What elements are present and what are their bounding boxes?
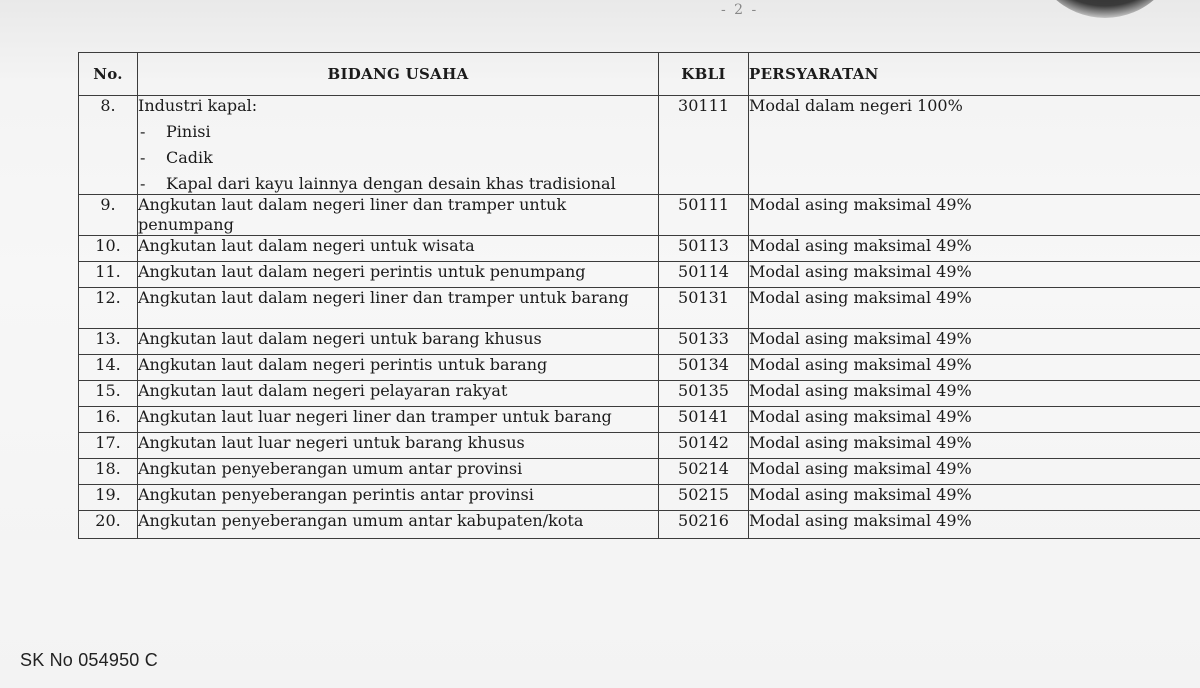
row-kbli: 50135 bbox=[659, 381, 749, 407]
row-bidang-usaha bbox=[138, 96, 659, 195]
sub-item-text: Kapal dari kayu lainnya dengan desain khas tradisional bbox=[166, 174, 616, 193]
row-bidang-usaha: Angkutan laut dalam negeri pelayaran rakyat bbox=[138, 381, 659, 407]
row-persyaratan: Modal asing maksimal 49% bbox=[749, 355, 1200, 381]
sub-item-text: Pinisi bbox=[166, 122, 211, 141]
row-bidang-usaha: Angkutan laut luar negeri untuk barang khusus bbox=[138, 433, 659, 459]
header-kbli: KBLI bbox=[659, 53, 749, 96]
row-kbli: 50133 bbox=[659, 329, 749, 355]
row-number: 20. bbox=[79, 511, 138, 539]
header-bidang-usaha: BIDANG USAHA bbox=[138, 53, 659, 96]
row-kbli: 50131 bbox=[659, 288, 749, 329]
row-number: 11. bbox=[79, 262, 138, 288]
row-number: 14. bbox=[79, 355, 138, 381]
row-kbli: 50215 bbox=[659, 485, 749, 511]
sub-item bbox=[138, 174, 658, 194]
row-persyaratan: Modal asing maksimal 49% bbox=[749, 288, 1200, 329]
row-number: 15. bbox=[79, 381, 138, 407]
row-persyaratan: Modal asing maksimal 49% bbox=[749, 262, 1200, 288]
row-persyaratan: Modal dalam negeri 100% bbox=[749, 96, 1200, 195]
row-bidang-usaha: Angkutan laut dalam negeri perintis untuk penumpang bbox=[138, 262, 659, 288]
row-bidang-usaha: Angkutan penyeberangan umum antar kabupaten/kota bbox=[138, 511, 659, 539]
row-kbli: 50114 bbox=[659, 262, 749, 288]
row-kbli: 50134 bbox=[659, 355, 749, 381]
row-kbli: 50142 bbox=[659, 433, 749, 459]
table-row bbox=[79, 96, 1200, 195]
row-persyaratan: Modal asing maksimal 49% bbox=[749, 511, 1200, 539]
row-number: 9. bbox=[79, 195, 138, 236]
sub-item bbox=[138, 148, 658, 168]
row-bidang-usaha: Angkutan penyeberangan perintis antar provinsi bbox=[138, 485, 659, 511]
kbli-table bbox=[78, 52, 1200, 539]
page-number: - 2 - bbox=[721, 2, 759, 18]
sub-item bbox=[138, 122, 658, 142]
row-number: 8. bbox=[79, 96, 138, 195]
table-header-row bbox=[79, 53, 1200, 96]
header-no: No. bbox=[79, 53, 138, 96]
bullet-dash: - bbox=[140, 122, 146, 141]
row-number: 19. bbox=[79, 485, 138, 511]
table-row bbox=[79, 329, 1200, 355]
row-kbli: 50111 bbox=[659, 195, 749, 236]
table-row bbox=[79, 236, 1200, 262]
row-persyaratan: Modal asing maksimal 49% bbox=[749, 195, 1200, 236]
row-kbli: 50216 bbox=[659, 511, 749, 539]
row-persyaratan: Modal asing maksimal 49% bbox=[749, 236, 1200, 262]
row-title: Industri kapal: bbox=[138, 96, 258, 115]
table-row bbox=[79, 433, 1200, 459]
row-persyaratan: Modal asing maksimal 49% bbox=[749, 459, 1200, 485]
row-kbli: 30111 bbox=[659, 96, 749, 195]
sub-item-text: Cadik bbox=[166, 148, 213, 167]
row-persyaratan: Modal asing maksimal 49% bbox=[749, 433, 1200, 459]
row-persyaratan: Modal asing maksimal 49% bbox=[749, 329, 1200, 355]
table-row bbox=[79, 288, 1200, 329]
corner-shadow bbox=[1030, 0, 1180, 18]
row-kbli: 50113 bbox=[659, 236, 749, 262]
header-persyaratan: PERSYARATAN bbox=[749, 53, 1200, 96]
table-row bbox=[79, 511, 1200, 539]
bullet-dash: - bbox=[140, 148, 146, 167]
table-row bbox=[79, 355, 1200, 381]
table-row bbox=[79, 195, 1200, 236]
table-row bbox=[79, 459, 1200, 485]
row-kbli: 50141 bbox=[659, 407, 749, 433]
table-row bbox=[79, 262, 1200, 288]
row-number: 17. bbox=[79, 433, 138, 459]
row-persyaratan: Modal asing maksimal 49% bbox=[749, 381, 1200, 407]
row-number: 10. bbox=[79, 236, 138, 262]
table-row bbox=[79, 407, 1200, 433]
table-row bbox=[79, 381, 1200, 407]
bullet-dash: - bbox=[140, 174, 146, 193]
row-number: 16. bbox=[79, 407, 138, 433]
row-number: 13. bbox=[79, 329, 138, 355]
row-persyaratan: Modal asing maksimal 49% bbox=[749, 485, 1200, 511]
row-bidang-usaha: Angkutan penyeberangan umum antar provinsi bbox=[138, 459, 659, 485]
row-bidang-usaha: Angkutan laut luar negeri liner dan tramper untuk barang bbox=[138, 407, 659, 433]
document-serial-number: SK No 054950 C bbox=[20, 650, 158, 670]
row-bidang-usaha: Angkutan laut dalam negeri untuk barang khusus bbox=[138, 329, 659, 355]
row-bidang-usaha: Angkutan laut dalam negeri untuk wisata bbox=[138, 236, 659, 262]
row-bidang-usaha: Angkutan laut dalam negeri liner dan tramper untuk barang bbox=[138, 288, 659, 329]
row-number: 12. bbox=[79, 288, 138, 329]
row-kbli: 50214 bbox=[659, 459, 749, 485]
row-persyaratan: Modal asing maksimal 49% bbox=[749, 407, 1200, 433]
row-number: 18. bbox=[79, 459, 138, 485]
row-bidang-usaha: Angkutan laut dalam negeri liner dan tramper untuk penumpang bbox=[138, 195, 659, 236]
table-row bbox=[79, 485, 1200, 511]
row-bidang-usaha: Angkutan laut dalam negeri perintis untuk barang bbox=[138, 355, 659, 381]
